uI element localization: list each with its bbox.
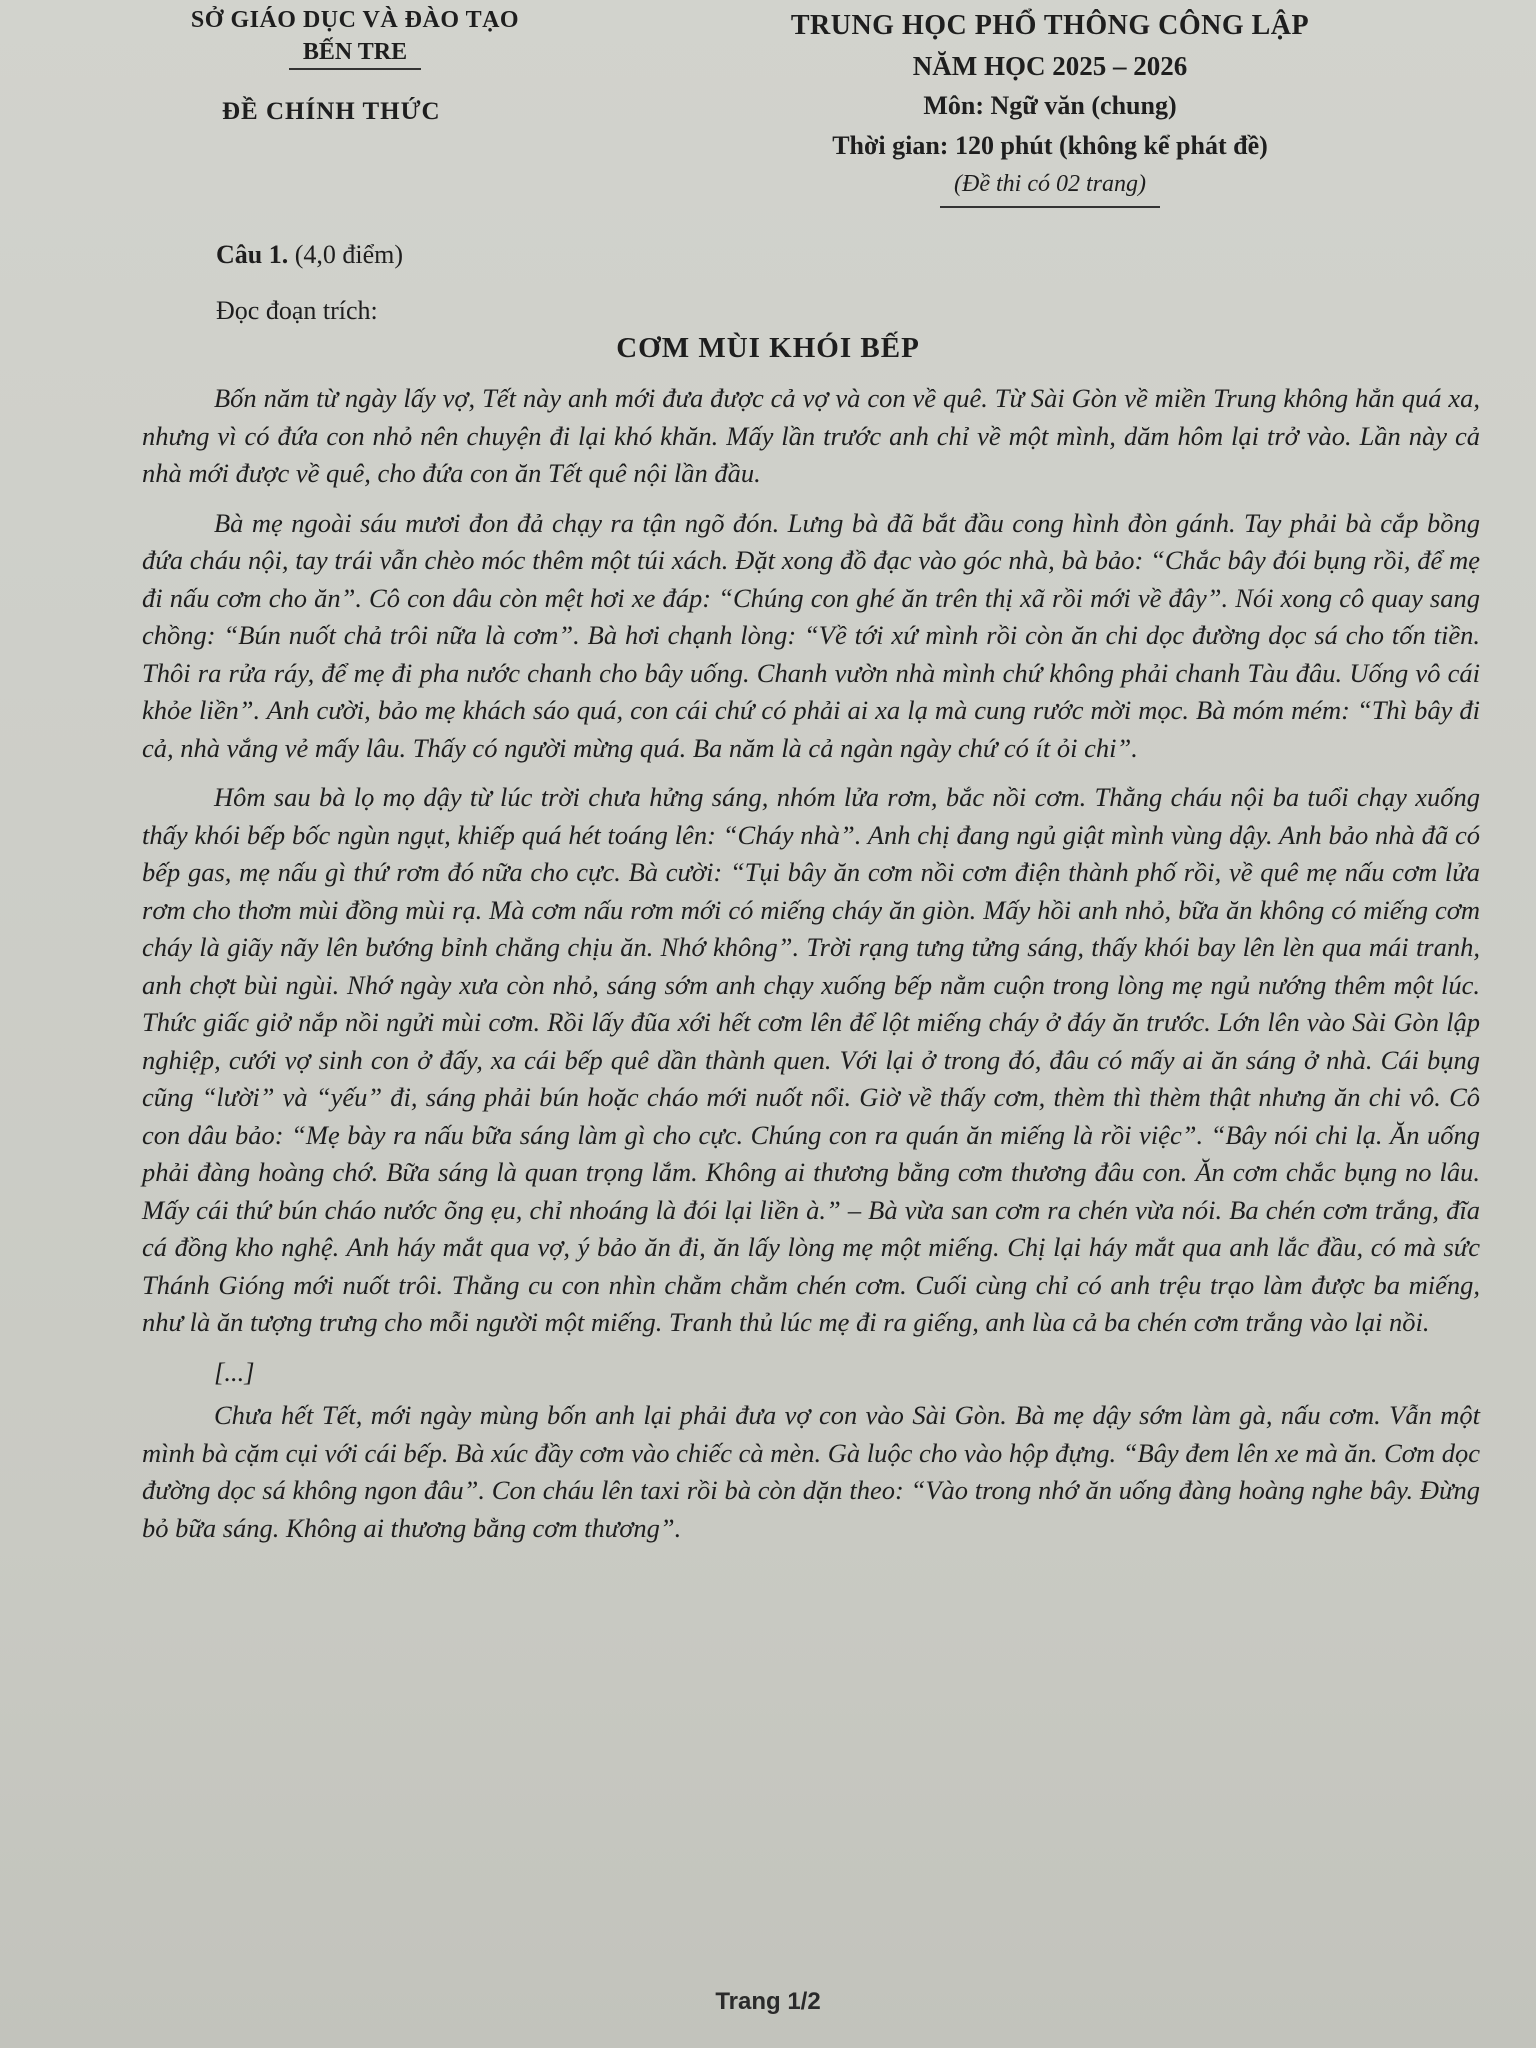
passage-paragraph: Bốn năm từ ngày lấy vợ, Tết này anh mới đưa được cả vợ và con về quê. Từ Sài Gòn về miền Trung không hẳn quá xa, nhưng vì có đứa con nhỏ nên chuyện đi lại khó khăn. Mấy lần trước anh chỉ về một mình, dăm hôm lại trở vào. Lần này cả nhà mới được về quê, cho đứa con ăn Tết quê nội lần đầu.	[142, 383, 1480, 488]
province-name: BẾN TRE	[289, 36, 421, 70]
passage-body	[142, 380, 1480, 1559]
page-count-note: (Đề thi có 02 trang)	[954, 171, 1146, 197]
passage-paragraph: Hôm sau bà lọ mọ dậy từ lúc trời chưa hửng sáng, nhóm lửa rơm, bắc nồi cơm. Thằng cháu nội ba tuổi chạy xuống thấy khói bếp bốc ngùn ngụt, khiếp quá hét toáng lên: “Cháy nhà”. Anh chị đang ngủ giật mình vùng dậy. Anh bảo nhà đã có bếp gas, mẹ nấu gì thứ rơm đó nữa cho cực. Bà cười: “Tụi bây ăn cơm nồi cơm điện thành phố rồi, về quê mẹ nấu cơm lửa rơm cho thơm mùi đồng mùi rạ. Mà cơm nấu rơm mới có miếng cháy ăn giòn. Mấy hồi anh nhỏ, bữa ăn không có miếng cơm cháy là giãy nãy lên bướng bỉnh chẳng chịu ăn. Nhớ không”. Trời rạng tưng tửng sáng, thấy khói bay lên lèn qua mái tranh, anh chợt bùi ngùi. Nhớ ngày xưa còn nhỏ, sáng sớm anh chạy xuống bếp nằm cuộn trong lòng mẹ ngủ nướng thêm một lúc. Thức giấc giở nắp nồi ngửi mùi cơm. Rồi lấy đũa xới hết cơm lên để lột miếng cháy ở đáy ăn trước. Lớn lên vào Sài Gòn lập nghiệp, cưới vợ sinh con ở đấy, xa cái bếp quê dần thành quen. Với lại ở trong đó, đâu có mấy ai ăn sáng ở nhà. Cái bụng cũng “lười” và “yếu” đi, sáng phải bún hoặc cháo mới nuốt nổi. Giờ về thấy cơm, thèm thì thèm thật nhưng ăn chi vô. Cô con dâu bảo: “Mẹ bày ra nấu bữa sáng làm gì cho cực. Chúng con ra quán ăn miếng là rồi việc”. “Bây nói chi lạ. Ăn uống phải đàng hoàng chớ. Bữa sáng là quan trọng lắm. Không ai thương bằng cơm thương đâu con. Ăn cơm chắc bụng no lâu. Mấy cái thứ bún cháo nước õng ẹu, chỉ nhoáng là đói lại liền à.” – Bà vừa san cơm ra chén vừa nói. Ba chén cơm trắng, đĩa cá đồng kho nghệ. Anh háy mắt qua vợ, ý bảo ăn đi, ăn lấy lòng mẹ một miếng. Chị lại háy mắt qua anh lắc đầu, có mà sức Thánh Gióng mới nuốt trôi. Thằng cu con nhìn chằm chằm chén cơm. Cuối cùng chỉ có anh trệu trạo làm được ba miếng, như là ăn tượng trưng cho mỗi người một miếng. Tranh thủ lúc mẹ đi ra giếng, anh lùa cả ba chén cơm trắng vào lại nồi.	[142, 782, 1480, 1337]
exam-duration: Thời gian: 120 phút (không kể phát đề)	[832, 131, 1268, 160]
passage-paragraph: Chưa hết Tết, mới ngày mùng bốn anh lại phải đưa vợ con vào Sài Gòn. Bà mẹ dậy sớm làm gà, nấu cơm. Vẫn một mình bà cặm cụi với cái bếp. Bà xúc đầy cơm vào chiếc cà mèn. Gà luộc cho vào hộp đựng. “Bây đem lên xe mà ăn. Cơm dọc đường dọc sá không ngon đâu”. Con cháu lên taxi rồi bà còn dặn theo: “Vào trong nhớ ăn uống đàng hoàng nghe bây. Đừng bỏ bữa sáng. Không ai thương bằng cơm thương”.	[142, 1400, 1480, 1543]
passage-paragraph: Bà mẹ ngoài sáu mươi đon đả chạy ra tận ngõ đón. Lưng bà đã bắt đầu cong hình đòn gánh. Tay phải bà cắp bồng đứa cháu nội, tay trái vẫn chèo móc thêm một túi xách. Đặt xong đồ đạc vào góc nhà, bà bảo: “Chắc bây đói bụng rồi, để mẹ đi nấu cơm cho ăn”. Cô con dâu còn mệt hơi xe đáp: “Chúng con ghé ăn trên thị xã rồi mới về đây”. Nói xong cô quay sang chồng: “Bún nuốt chả trôi nữa là cơm”. Bà hơi chạnh lòng: “Về tới xứ mình rồi còn ăn chi dọc đường dọc sá cho tốn tiền. Thôi ra rửa ráy, để mẹ đi pha nước chanh cho bây uống. Chanh vườn nhà mình chứ không phải chanh Tàu đâu. Uống vô cái khỏe liền”. Anh cười, bảo mẹ khách sáo quá, con cái chứ có phải ai xa lạ mà cung rước mời mọc. Bà móm mém: “Thì bây đi cả, nhà vắng vẻ mấy lâu. Thấy có người mừng quá. Ba năm là cả ngàn ngày chứ có ít ỏi chi”.	[142, 507, 1480, 763]
question-heading	[216, 240, 403, 270]
header-rule	[940, 206, 1160, 208]
page-number: Trang 1/2	[715, 1988, 821, 2015]
question-points: (4,0 điểm)	[294, 240, 404, 269]
subject: Môn: Ngữ văn (chung)	[923, 91, 1177, 120]
issuer-block	[120, 4, 590, 70]
omission-mark: [...]	[214, 1356, 255, 1387]
exam-info-block	[720, 6, 1380, 208]
question-instruction: Đọc đoạn trích:	[216, 296, 378, 325]
official-exam-label: ĐỀ CHÍNH THỨC	[222, 98, 441, 125]
question-label: Câu 1.	[216, 240, 289, 269]
passage-title: CƠM MÙI KHÓI BẾP	[616, 332, 920, 364]
school-type: TRUNG HỌC PHỔ THÔNG CÔNG LẬP	[790, 10, 1310, 41]
department-name: SỞ GIÁO DỤC VÀ ĐÀO TẠO	[190, 7, 520, 33]
school-year: NĂM HỌC 2025 – 2026	[912, 51, 1188, 81]
